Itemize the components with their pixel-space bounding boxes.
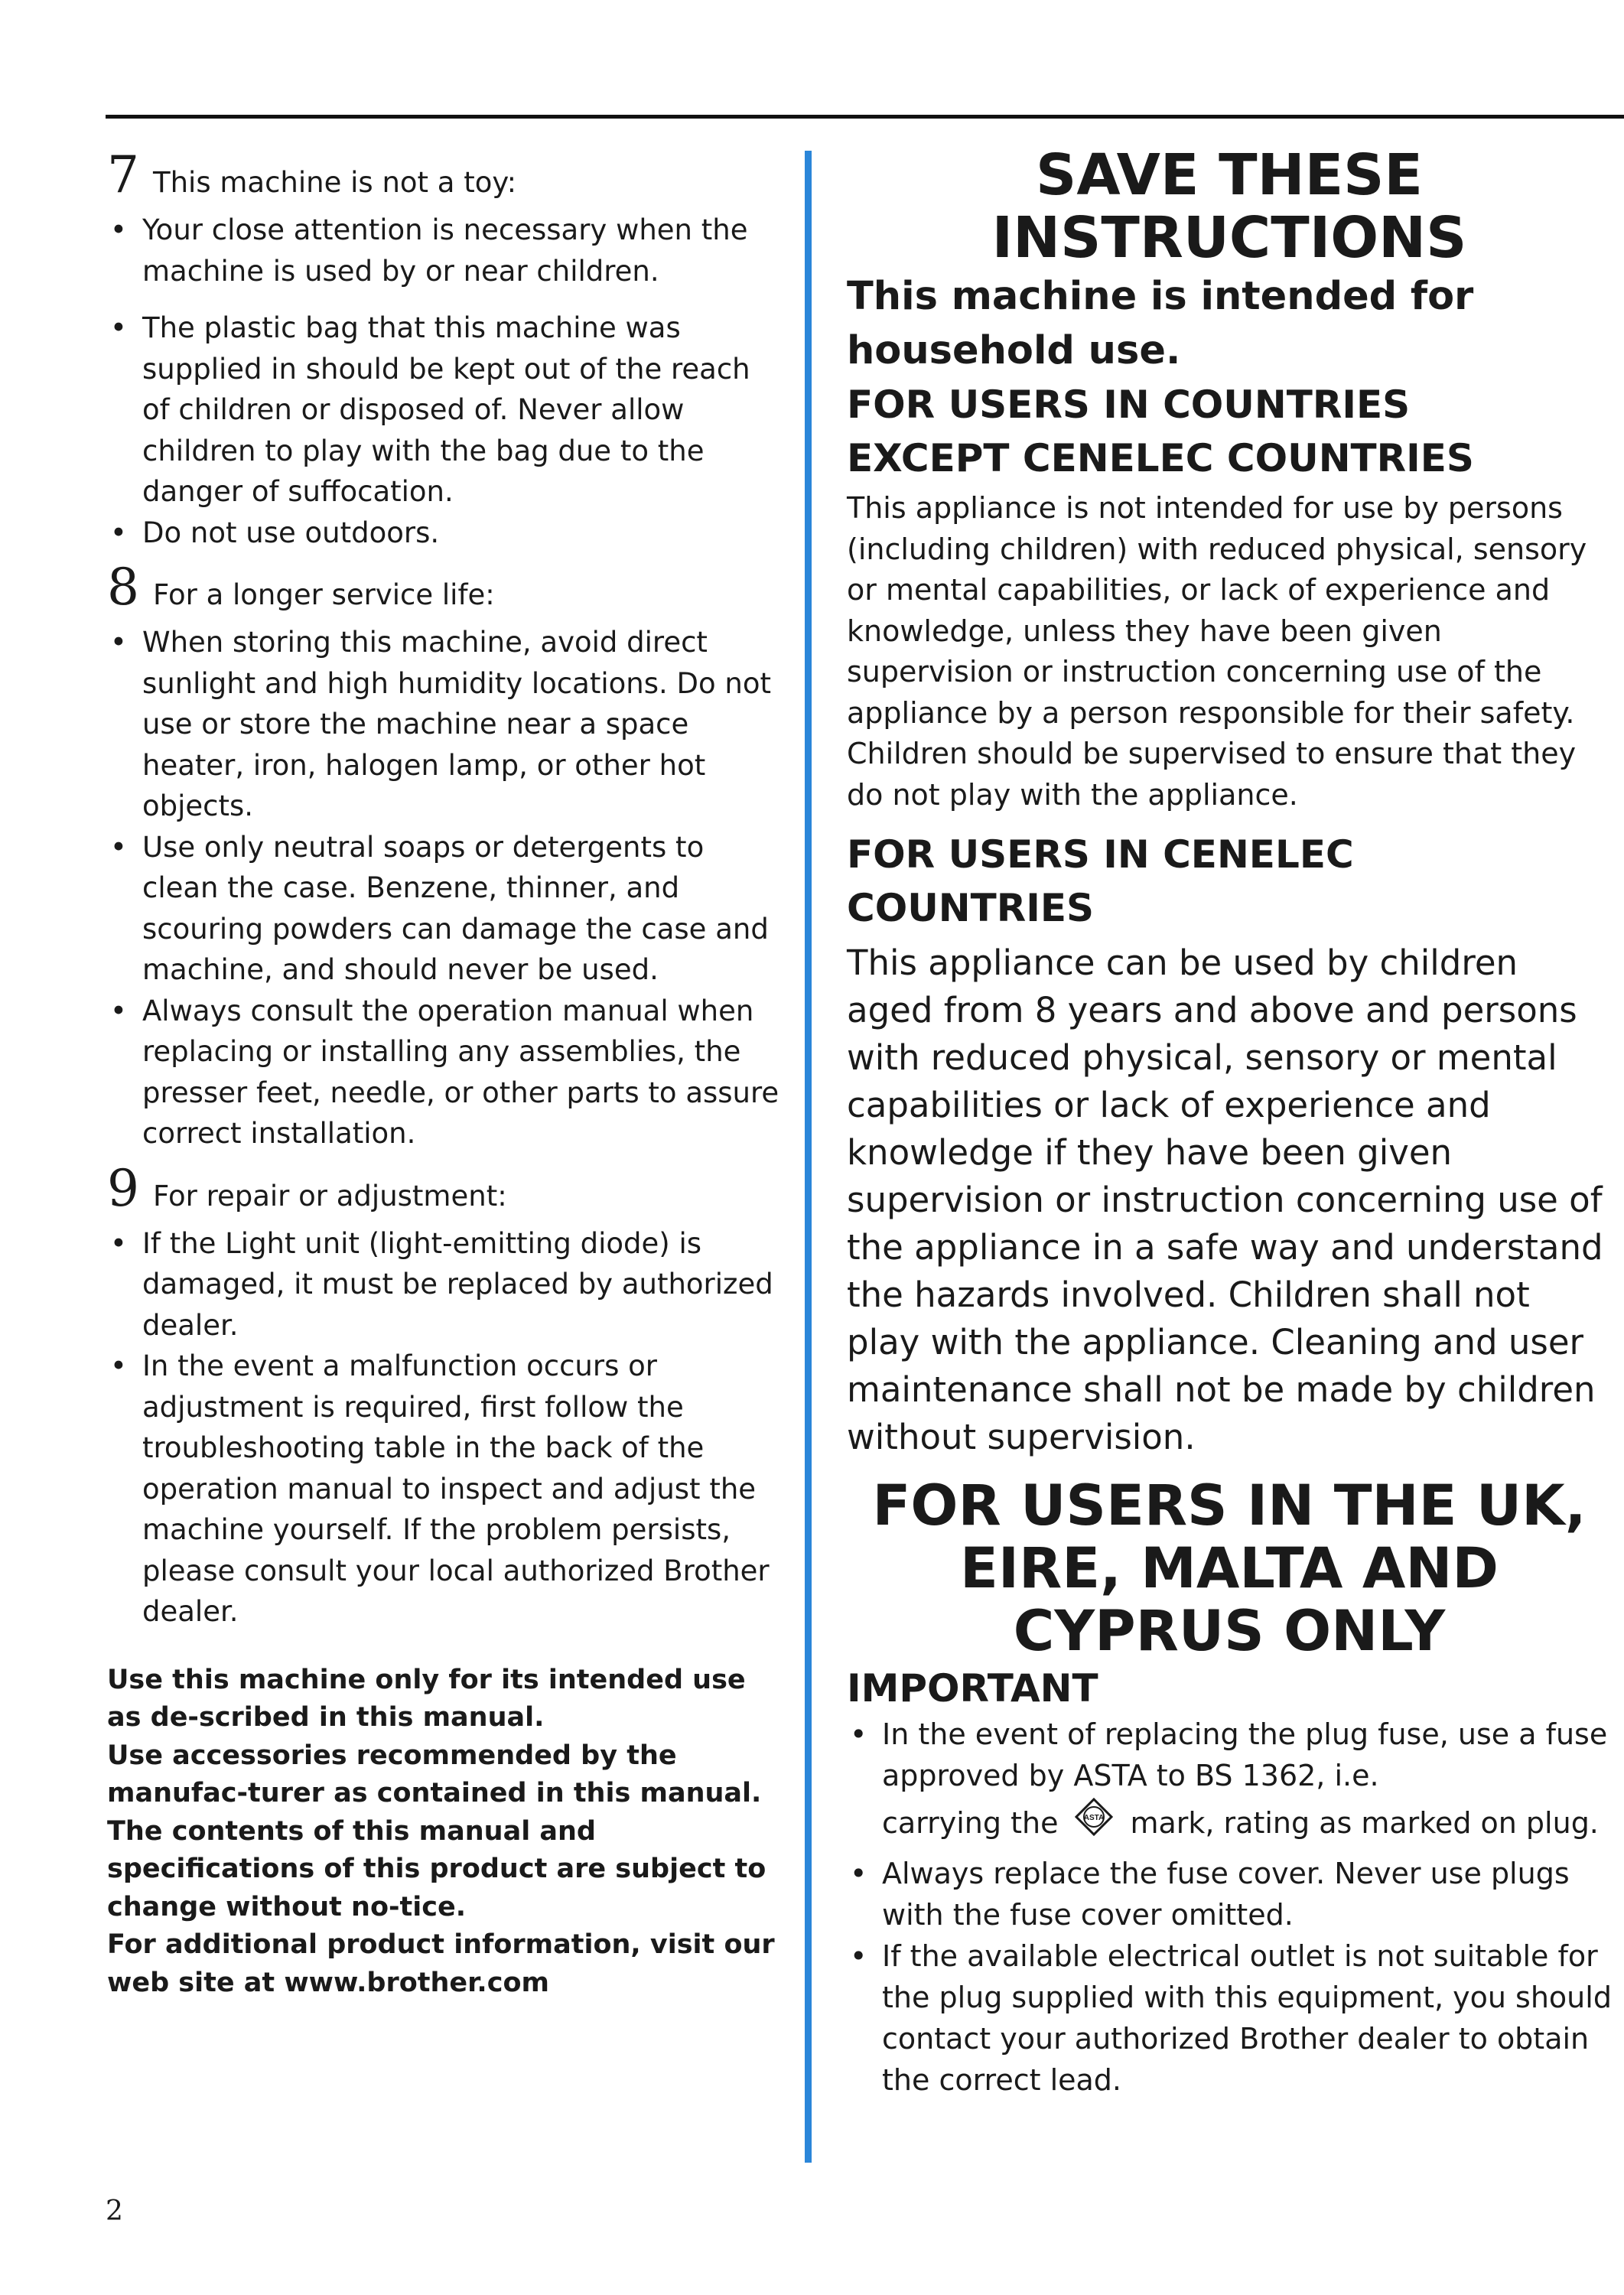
note-accessories: Use accessories recommended by the manufac-turer as contained in this manual. [107, 1740, 762, 1808]
bullet-list [107, 1223, 780, 1633]
cenelec-heading: FOR USERS IN CENELEC COUNTRIES [847, 832, 1354, 930]
note-intended-use: Use this machine only for its intended use as de-scribed in this manual. [107, 1664, 746, 1733]
cenelec-text: This appliance can be used by children aged from 8 years and above and persons with reduced physical, sensory or mental capabilities or lack of experience and knowledge if they have been given supervision or instruction concerning use of the appliance in a safe way and understand the hazards involved. Children shall not play with the appliance. Cleaning and user maintenance shall not be made by children without supervision. [847, 942, 1603, 1457]
right-column [847, 144, 1612, 2101]
section-8 [107, 558, 780, 1154]
section-number: 8 [107, 558, 139, 617]
list-item: • If the Light unit (light-emitting diode) is damaged, it must be replaced by authorized dealer. [107, 1223, 780, 1346]
top-rule [106, 115, 1624, 119]
list-item: • If the available electrical outlet is not suitable for the plug supplied with this equipment, you should contact your authorized Brother dealer to obtain the correct lead. [847, 1935, 1612, 2101]
section-title: This machine is not a toy: [153, 166, 517, 199]
intended-use-statement: This machine is intended for household use. [847, 274, 1474, 373]
non-cenelec-heading: FOR USERS IN COUNTRIES EXCEPT CENELEC COUNTRIES [847, 382, 1474, 480]
section-heading [107, 1159, 780, 1219]
svg-text:ASTA: ASTA [1084, 1813, 1105, 1822]
list-item: • The plastic bag that this machine was supplied in should be kept out of the reach of children or disposed of. Never allow children to play with the bag due to the danger of suffocation. [107, 308, 780, 513]
asta-mark-icon [1075, 1798, 1113, 1853]
note-website: For additional product information, visit our web site at www.brother.com [107, 1929, 775, 1998]
list-item: • Always consult the operation manual when replacing or installing any assemblies, the presser feet, needle, or other parts to assure correct installation. [107, 991, 780, 1154]
section-9 [107, 1159, 780, 1633]
important-bullet-list [847, 1714, 1612, 2101]
section-number: 7 [107, 145, 139, 204]
page-number: 2 [106, 2196, 123, 2227]
save-instructions-title: SAVE THESE INSTRUCTIONS [991, 142, 1467, 271]
list-item: • Always replace the fuse cover. Never use plugs with the fuse cover omitted. [847, 1853, 1612, 1935]
bullet-list [107, 622, 780, 1154]
non-cenelec-text: This appliance is not intended for use by persons (including children) with reduced physical, sensory or mental capabilities, or lack of experience and knowledge, unless they have been given supervision or instruction concerning use of the appliance by a person responsible for their safety. Children should be supervised to ensure that they do not play with the appliance. [847, 491, 1587, 812]
note-specifications: The contents of this manual and specifications of this product are subject to change without no-tice. [107, 1815, 766, 1922]
section-number: 9 [107, 1158, 139, 1218]
section-title: For repair or adjustment: [153, 1179, 507, 1213]
fuse-text-line2: carrying the ASTA mark, rating as marked on plug. [882, 1806, 1599, 1840]
list-item: • Do not use outdoors. [107, 513, 780, 554]
important-heading: IMPORTANT [847, 1666, 1098, 1711]
bullet-list [107, 210, 780, 553]
list-item: • Your close attention is necessary when the machine is used by or near children. [107, 210, 780, 291]
list-item: • In the event a malfunction occurs or adjustment is required, first follow the troubleshooting table in the back of the operation manual to inspect and adjust the machine yourself. If the problem persists, please consult your local authorized Brother dealer. [107, 1346, 780, 1633]
left-column [107, 145, 780, 2002]
column-divider [805, 151, 812, 2163]
fuse-text-line1: In the event of replacing the plug fuse, use a fuse approved by ASTA to BS 1362, i.e. [882, 1717, 1608, 1792]
list-item: • When storing this machine, avoid direct sunlight and high humidity locations. Do not use or store the machine near a space heater, iron, halogen lamp, or other hot objects. [107, 622, 780, 827]
section-heading [107, 558, 780, 617]
section-heading [107, 145, 780, 205]
uk-section-title: FOR USERS IN THE UK, EIRE, MALTA AND CYPRUS ONLY [872, 1473, 1587, 1664]
section-title: For a longer service life: [153, 578, 495, 611]
section-7 [107, 145, 780, 553]
list-item-fuse [847, 1714, 1612, 1853]
list-item: • Use only neutral soaps or detergents to clean the case. Benzene, thinner, and scouring powders can damage the case and machine, and should never be used. [107, 827, 780, 991]
usage-notes [107, 1662, 780, 2003]
